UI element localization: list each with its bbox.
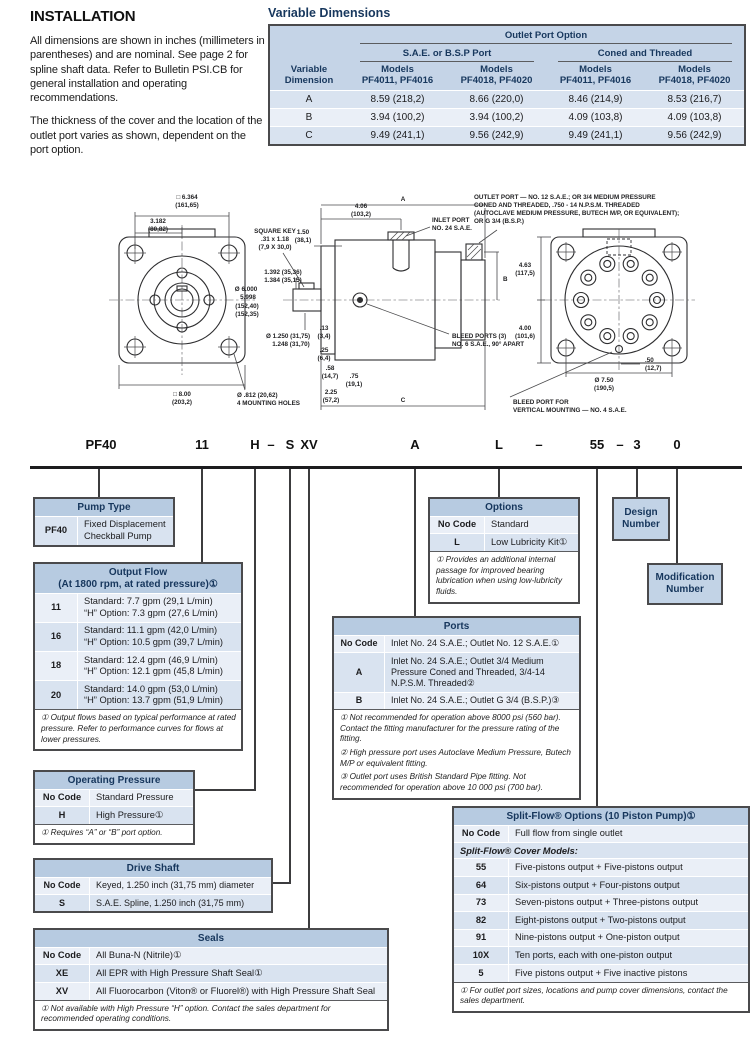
code-pressure: H [250,437,260,452]
split-flow-code: 10X [454,947,509,964]
dim-label: 1.50 [296,229,310,236]
vd-row-b-v1: 3.94 (100,2) [348,108,447,126]
split-flow-code: 5 [454,965,509,982]
dim-label: (161,65) [175,202,199,209]
code-dash-3: – [616,437,624,452]
dim-label: (3,4) [317,333,331,340]
dim-label: (190,5) [594,385,614,392]
vd-row-a-v3: 8.46 (214,9) [546,90,645,108]
seal-code: No Code [35,948,90,965]
code-design: 3 [633,437,641,452]
split-flow-desc: Five pistons output + Five inactive pistons [515,967,688,978]
installation-para-2: The thickness of the cover and the location of the outlet port varies as shown, dependent on the port option. [30,115,263,157]
models-values: PF4011, PF4016 [559,74,632,86]
operating-pressure-table [33,770,195,845]
connector-shaft [289,469,291,884]
port-desc: Inlet No. 24 S.A.E.; Outlet G 3/4 (B.S.P.)③ [391,695,560,706]
code-output-flow: 11 [195,437,209,452]
vertical-bleed-note: VERTICAL MOUNTING — NO. 4 S.A.E. [513,407,627,414]
vd-row-c-v4: 9.56 (242,9) [645,126,744,144]
split-flow-desc: Full flow from single outlet [515,828,623,839]
flow-desc [78,623,241,651]
vd-row-a-dim: A [270,90,348,108]
split-flow-code: No Code [454,826,509,843]
ports-footnotes [334,709,579,798]
output-flow-title [35,564,241,593]
dim-label: Ø 6.000 [234,286,258,293]
shaft-code: S [35,895,90,911]
dim-label: 1.384 (35,15) [264,277,302,284]
options-table [428,497,580,604]
dim-label: .75 [349,373,359,380]
split-flow-table [452,806,750,1013]
shaft-code: No Code [35,878,90,894]
flow-desc [78,652,241,680]
code-split-flow: 55 [589,437,605,452]
flow-h: “H” Option: 7.3 gpm (27,6 L/min) [84,607,218,618]
rear-dim-lines [510,237,672,397]
connector-pressure-h [191,789,256,791]
flow-std: Standard: 12.4 gpm (46,9 L/min) [84,654,218,665]
dim-label: 4.00 [518,325,532,332]
code-options: L [495,437,503,452]
dim-label: (152,40) [235,303,259,310]
ports-table [332,616,581,800]
dim-label: .13 [319,325,329,332]
split-flow-desc: Seven-pistons output + Three-pistons output [515,897,699,908]
vd-row-c-v3: 9.49 (241,1) [546,126,645,144]
flow-desc [78,594,241,622]
vd-col-models-1 [348,62,447,90]
option-desc: Standard [491,519,529,530]
seal-desc: All EPR with High Pressure Shaft Seal① [96,967,263,978]
flow-h: “H” Option: 12.1 gpm (45,8 L/min) [84,666,223,677]
dim-label: □ 8.00 [173,391,191,398]
dim-label: INLET PORT [432,217,470,224]
shaft-desc: S.A.E. Spline, 1.250 inch (31,75 mm) [96,897,245,908]
seal-code: XE [35,965,90,982]
connector-seals [308,469,310,928]
bleed-ports-note: BLEED PORTS (3) [452,333,507,340]
vd-outlet-port-option-header: Outlet Port Option [360,26,732,44]
installation-para-1: All dimensions are shown in inches (millimeters in parentheses) and are nominal. See page 2 for spline shaft data. Refer to Bulletin PSI.CB for general installation and operating recommendations. [30,35,265,105]
seal-desc: All Buna-N (Nitrile)① [96,950,182,961]
vd-row-b-v2: 3.94 (100,2) [447,108,546,126]
dim-label: Ø .812 (20,62) [237,392,278,399]
split-flow-desc: Five-pistons output + Five-pistons output [515,861,683,872]
dim-label: .25 [319,347,329,354]
front-view [109,194,304,407]
dim-label: .31 x 1.18 [260,236,290,243]
dim-label: C [400,397,406,404]
split-flow-code: 64 [454,877,509,894]
dim-label: (14,7) [321,373,339,380]
code-dash-2: – [535,437,543,452]
seals-table [33,928,389,1031]
pump-type-table [33,497,175,547]
vd-row-b-v4: 4.09 (103,8) [645,108,744,126]
flow-desc [78,681,241,709]
operating-pressure-footnote: ① Requires “A” or “B” port option. [35,824,193,843]
vd-row-c-v1: 9.49 (241,1) [348,126,447,144]
flow-h: “H” Option: 10.5 gpm (39,7 L/min) [84,636,223,647]
outlet-hatch [467,244,481,259]
seals-title: Seals [35,930,387,947]
code-dash-1: – [267,437,275,452]
split-flow-desc: Nine-pistons output + One-piston output [515,932,680,943]
models-label: Models [678,64,711,75]
split-flow-title: Split-Flow® Options (10 Piston Pump)① [454,808,748,825]
output-flow-table [33,562,243,751]
models-values: PF4018, PF4020 [658,74,731,86]
ports-footnote-2: ② High pressure port uses Autoclave Medium Pressure, Butech M/P or equivalent fitting. [340,748,571,768]
split-flow-code: 55 [454,859,509,876]
option-code: No Code [430,517,485,534]
drive-shaft-title: Drive Shaft [35,860,271,877]
code-pump-type: PF40 [85,437,117,452]
vd-row-b-dim: B [270,108,348,126]
port-desc: Inlet No. 24 S.A.E.; Outlet 3/4 Medium Pressure Coned and Threaded, 3/4-14 N.P.S.M. Threaded② [391,655,545,689]
dim-label: 4.06 [354,203,368,210]
design-number-line2: Number [622,519,660,530]
outlet-port-note: OR G 3/4 (B.S.P.) [474,218,524,225]
vd-corner-cell [270,26,348,44]
installation-section [30,8,266,166]
options-footnote: ① Provides an additional internal passage for improved bearing lubrication when using low-lubricity fluids. [430,551,578,602]
split-flow-desc: Six-pistons output + Four-pistons output [515,879,680,890]
modification-number-line1: Modification [655,572,715,583]
design-number-box [612,497,670,541]
split-flow-code: 91 [454,930,509,947]
vd-row-b-v3: 4.09 (103,8) [546,108,645,126]
modification-number-line2: Number [666,584,704,595]
vd-row-c-dim: C [270,126,348,144]
vd-row-a-v1: 8.59 (218,2) [348,90,447,108]
pressure-code: H [35,807,90,824]
vd-group-sae-bsp: S.A.E. or B.S.P Port [360,44,534,62]
dim-label: (80,82) [148,226,168,233]
dim-label: (103,2) [351,211,371,218]
code-shaft: S [285,437,295,452]
vd-col-models-2 [447,62,546,90]
pump-type-title: Pump Type [35,499,173,516]
connector-pump-type [98,469,100,497]
connector-ports [414,469,416,616]
vertical-bleed-note: BLEED PORT FOR [513,399,569,406]
options-title: Options [430,499,578,516]
pressure-desc: High Pressure① [96,809,164,820]
dim-label: 4.63 [518,262,532,269]
flow-h: “H” Option: 13.7 gpm (51,9 L/min) [84,695,223,706]
side-view [264,194,679,410]
connector-modification [676,469,678,563]
design-number-line1: Design [624,507,658,518]
dim-label: 3.182 [150,218,166,225]
dimension-drawing [0,185,755,435]
dim-label: Ø 7.50 [594,377,614,384]
option-desc: Low Lubricity Kit① [491,536,568,547]
seals-footnote: ① Not available with High Pressure “H” option. Contact the sales department for recommended operating conditions. [35,1000,387,1029]
dim-label: SQUARE KEY [254,228,296,235]
operating-pressure-title: Operating Pressure [35,772,193,789]
connector-pressure [254,469,256,791]
ports-title: Ports [334,618,579,635]
ports-footnote-3: ③ Outlet port uses British Standard Pipe fitting. Not recommended for operation above 10 000 psi (700 bar). [340,772,543,792]
dim-label: (6,4) [317,355,331,362]
outlet-port-note: OUTLET PORT — NO. 12 S.A.E.; OR 3/4 MEDIUM PRESSURE [474,194,656,201]
vd-group-coned-threaded: Coned and Threaded [558,44,732,62]
shaft-desc: Keyed, 1.250 inch (31,75 mm) diameter [96,880,255,891]
option-code: L [430,534,485,551]
vd-col-models-3 [546,62,645,90]
flow-code: 11 [35,594,78,622]
drive-shaft-table [33,858,273,913]
outlet-port-note: (AUTOCLAVE MEDIUM PRESSURE, BUTECH M/P, OR EQUIVALENT); [474,210,680,217]
split-flow-code: 73 [454,895,509,912]
pump-type-code: PF40 [35,517,78,545]
connector-options [498,469,500,497]
connector-split-flow [596,469,598,806]
modification-number-box [647,563,723,605]
split-flow-desc: Ten ports, each with one-piston output [515,949,673,960]
code-ports: A [410,437,420,452]
variable-dimensions-title: Variable Dimensions [268,6,391,20]
vd-row-a-v2: 8.66 (220,0) [447,90,546,108]
dim-label: (117,5) [515,270,535,277]
split-flow-desc: Eight-pistons output + Two-pistons output [515,914,686,925]
port-desc: Inlet No. 24 S.A.E.; Outlet No. 12 S.A.E.① [391,638,560,649]
dim-label: (152,35) [235,311,259,318]
code-modification: 0 [673,437,681,452]
dim-label: B [503,276,508,283]
vd-spacer [270,44,348,62]
models-label: Models [579,64,612,75]
dim-label: (19,1) [345,381,363,388]
dim-label: 4 MOUNTING HOLES [237,400,300,407]
split-flow-subhead: Split-Flow® Cover Models: [454,842,748,858]
output-flow-title-1: Output Flow [108,567,168,578]
output-flow-title-2: (At 1800 rpm, at rated pressure)① [58,578,218,590]
flow-code: 20 [35,681,78,709]
vd-col-models-4 [645,62,744,90]
dim-label: (7,9 X 30,0) [258,244,292,251]
code-seals: XV [300,437,318,452]
ports-footnote-1: ① Not recommended for operation above 8000 psi (560 bar). Contact the fitting manufacturer for the pressure rating of the fitting. [340,713,561,744]
port-code: A [334,653,385,692]
dim-label: (101,6) [515,333,535,340]
bleed-ports-note: NO. 6 S.A.E., 90° APART [452,341,525,348]
flow-std: Standard: 14.0 gpm (53,0 L/min) [84,683,218,694]
dim-label: (203,2) [172,399,192,406]
output-flow-footnote: ① Output flows based on typical performance at rated pressure. Refer to performance curves for flows at lower pressures. [35,709,241,749]
flow-code: 16 [35,623,78,651]
flow-std: Standard: 7.7 gpm (29,1 L/min) [84,596,213,607]
rear-view [510,229,695,414]
vd-row-a-v4: 8.53 (216,7) [645,90,744,108]
split-flow-code: 82 [454,912,509,929]
vd-row-c-v2: 9.56 (242,9) [447,126,546,144]
models-label: Models [480,64,513,75]
port-code: No Code [334,636,385,652]
variable-dimensions-table [268,24,746,146]
dim-label: (12,7) [645,365,662,372]
dim-label: 1.392 (35,36) [264,269,302,276]
port-code: B [334,693,385,709]
dim-label: Ø 1.250 (31,75) [265,333,311,340]
vd-col-variable-dimension: Variable Dimension [284,64,334,86]
dim-label: (57,2) [322,397,340,404]
flow-code: 18 [35,652,78,680]
outlet-port-note: CONED AND THREADED, .750 - 14 N.P.S.M. THREADED [474,202,640,209]
dim-label: □ 6.364 [176,194,198,201]
dim-label: 2.25 [324,389,338,396]
dim-label: NO. 24 S.A.E. [432,225,472,232]
dim-label: .58 [325,365,335,372]
pressure-code: No Code [35,790,90,807]
dim-label: 5.998 [240,294,256,301]
dim-label: (38,1) [294,237,312,244]
dim-label: A [400,196,406,203]
dim-label: .50 [645,357,654,364]
installation-title: INSTALLATION [30,8,136,25]
pressure-desc: Standard Pressure [96,792,174,803]
pump-type-desc: Fixed Displacement Checkball Pump [84,519,166,541]
models-values: PF4018, PF4020 [460,74,533,86]
dim-label: 1.248 (31,70) [272,341,310,348]
connector-output-flow [201,469,203,562]
seal-desc: All Fluorocarbon (Viton® or Fluorel®) with High Pressure Shaft Seal [96,985,376,996]
split-flow-footnote: ① For outlet port sizes, locations and pump cover dimensions, contact the sales department. [454,982,748,1011]
flow-std: Standard: 11.1 gpm (42,0 L/min) [84,625,218,636]
seal-code: XV [35,983,90,1000]
models-label: Models [381,64,414,75]
connector-design [636,469,638,497]
models-values: PF4011, PF4016 [361,74,434,86]
